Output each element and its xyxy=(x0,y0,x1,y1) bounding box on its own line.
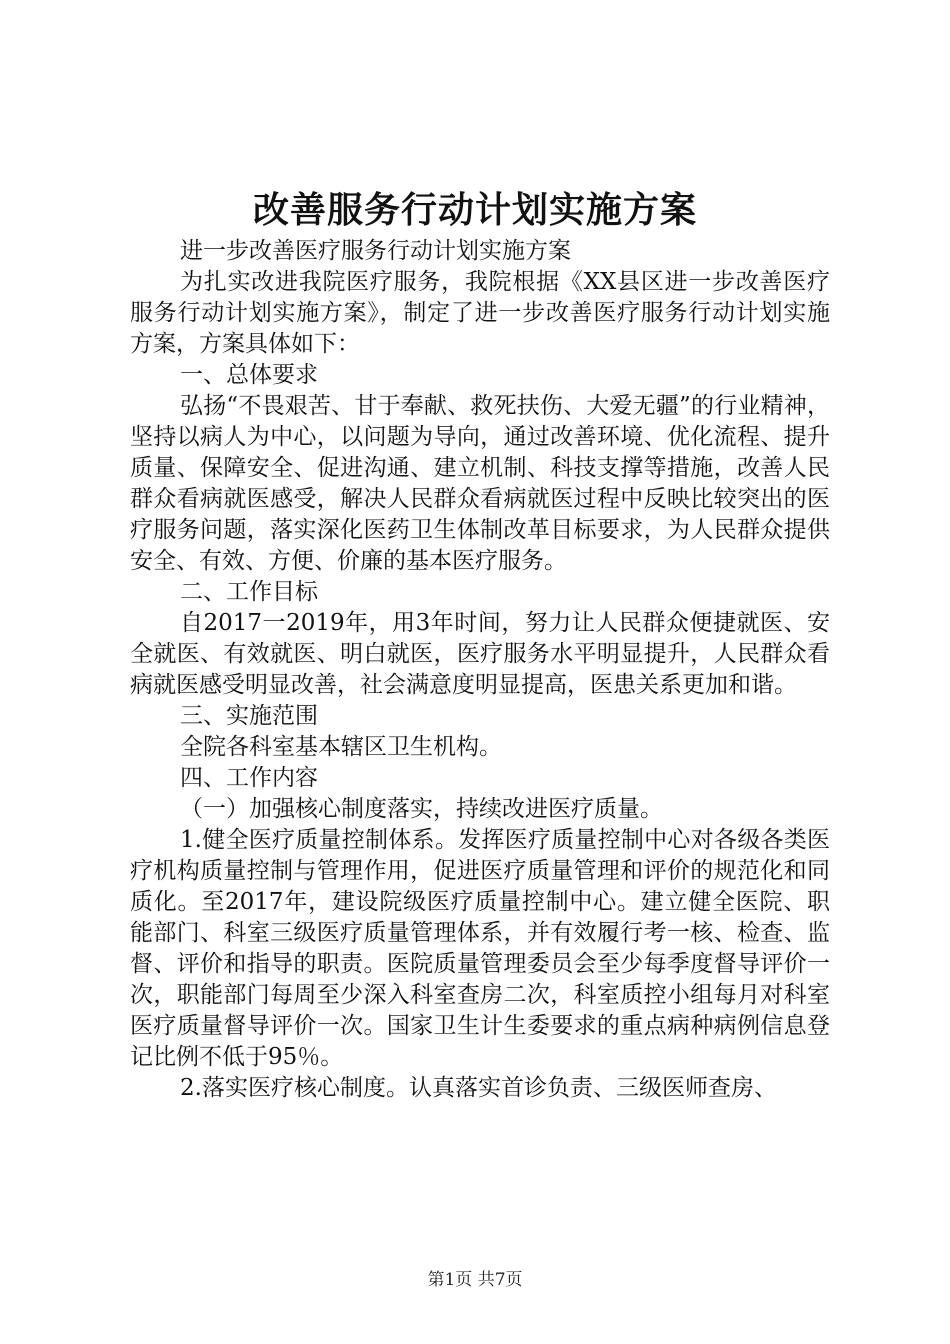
subtitle-paragraph: 进一步改善医疗服务行动计划实施方案 xyxy=(180,238,571,264)
section-heading-goals: 二、工作目标 xyxy=(180,579,318,605)
general-requirements-paragraph: 弘扬“不畏艰苦、甘于奉献、救死扶伤、大爱无疆”的行业精神，坚持以病人为中心，以问题为导向，通过改善环境、优化流程、提升质量、保障安全、促进沟通、建立机制、科技支撑等措施，改善人民群众看病就医感受，解决人民群众看病就医过程中反映比较突出的医疗服务问题，落实深化医药卫生体制改革目标要求，为人民群众提供安全、有效、方便、价廉的基本医疗服务。 xyxy=(130,393,830,574)
intro-paragraph: 为扎实改进我院医疗服务，我院根据《XX县区进一步改善医疗服务行动计划实施方案》，制定了进一步改善医疗服务行动计划实施方案，方案具体如下： xyxy=(130,269,830,357)
document-body xyxy=(130,236,830,1104)
section-heading-content: 四、工作内容 xyxy=(180,765,318,791)
item-2-paragraph: 2.落实医疗核心制度。认真落实首诊负责、三级医师查房、 xyxy=(180,1075,777,1101)
goals-paragraph: 自2017一2019年，用3年时间，努力让人民群众便捷就医、安全就医、有效就医、明白就医，医疗服务水平明显提升，人民群众看病就医感受明显改善，社会满意度明显提高，医患关系更加和谐。 xyxy=(130,610,830,698)
document-title: 改善服务行动计划实施方案 xyxy=(252,189,697,231)
page-indicator: 第1页 共7页 xyxy=(427,1270,523,1290)
item-1-paragraph: 1.健全医疗质量控制体系。发挥医疗质量控制中心对各级各类医疗机构质量控制与管理作用，促进医疗质量管理和评价的规范化和同质化。至2017年，建设院级医疗质量控制中心。建立健全医院、职能部门、科室三级医疗质量管理体系，并有效履行考一核、检查、监督、评价和指导的职责。医院质量管理委员会至少每季度督导评价一次，职能部门每周至少深入科室查房二次，科室质控小组每月对科室医疗质量督导评价一次。国家卫生计生委要求的重点病种病例信息登记比例不低于95％。 xyxy=(130,827,830,1070)
section-heading-scope: 三、实施范围 xyxy=(180,703,318,729)
subsection-heading-1: （一）加强核心制度落实，持续改进医疗质量。 xyxy=(180,796,663,822)
scope-paragraph: 全院各科室基本辖区卫生机构。 xyxy=(180,734,502,760)
section-heading-general: 一、总体要求 xyxy=(180,362,318,388)
